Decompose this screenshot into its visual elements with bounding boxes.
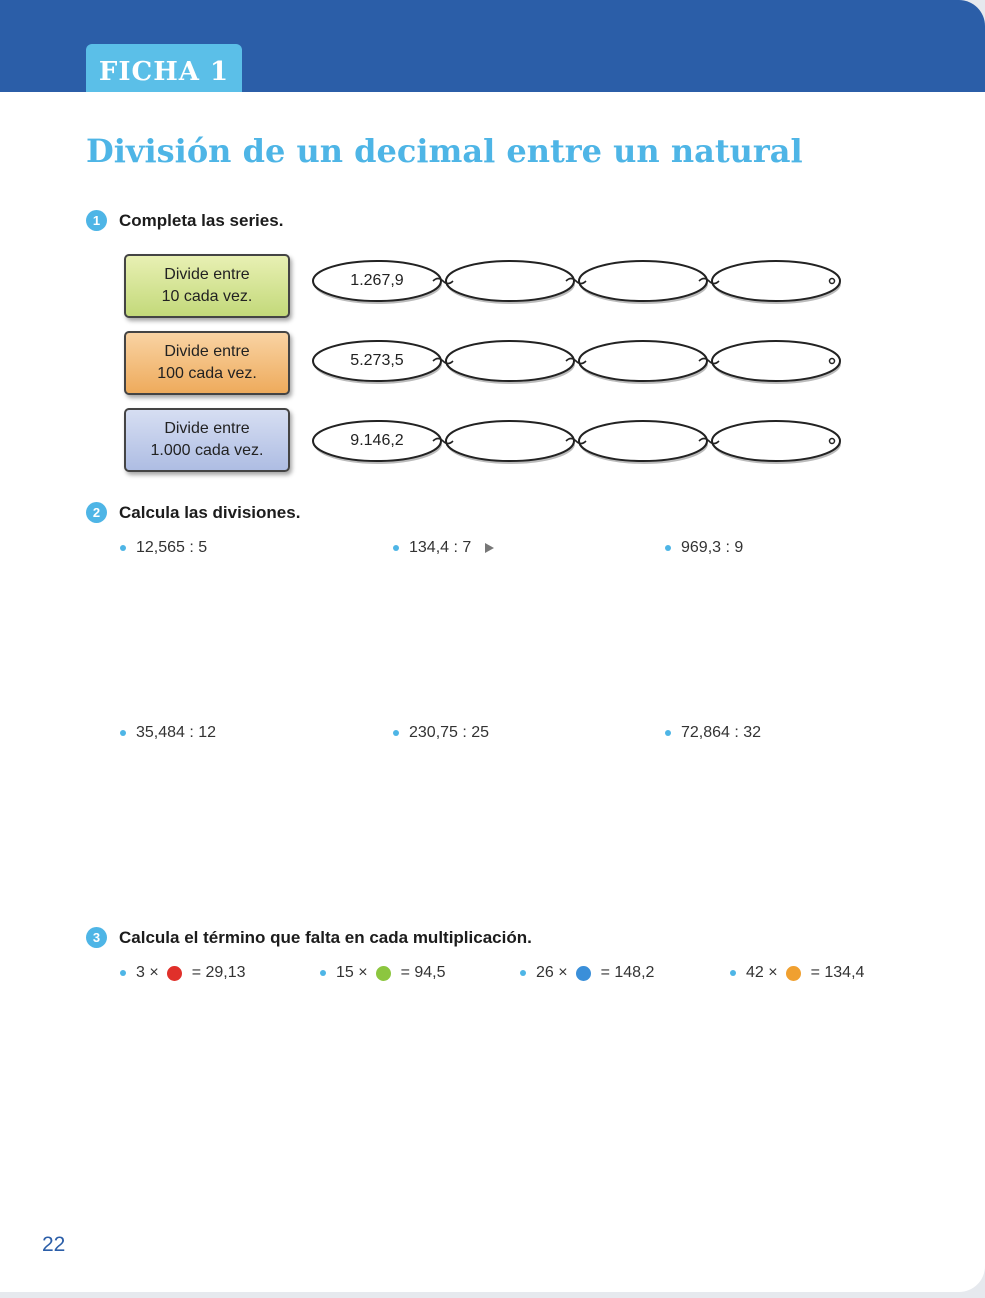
multiplication-item bbox=[120, 964, 246, 982]
division-item bbox=[120, 539, 207, 557]
answer-oval[interactable] bbox=[446, 341, 574, 381]
division-text: 72,864 : 32 bbox=[681, 724, 762, 741]
rule-box-1000 bbox=[124, 408, 290, 472]
exercise-number-badge: 2 bbox=[86, 502, 107, 523]
bullet-icon bbox=[730, 970, 736, 976]
answer-oval[interactable] bbox=[579, 341, 707, 381]
factor-text: 15 × bbox=[336, 964, 368, 981]
green-dot-icon bbox=[376, 966, 391, 981]
bullet-icon bbox=[520, 970, 526, 976]
bullet-icon bbox=[665, 545, 671, 551]
rule-box-100 bbox=[124, 331, 290, 395]
exercise-number-badge: 3 bbox=[86, 927, 107, 948]
rule-line-2: 10 cada vez. bbox=[161, 288, 253, 305]
orange-dot-icon bbox=[786, 966, 801, 981]
rule-line-1: Divide entre bbox=[164, 343, 250, 360]
bullet-icon bbox=[393, 545, 399, 551]
multiplication-item bbox=[520, 964, 654, 982]
answer-oval[interactable] bbox=[446, 261, 574, 301]
result-text: = 94,5 bbox=[400, 964, 446, 981]
series-start-value: 9.146,2 bbox=[350, 432, 404, 449]
bullet-icon bbox=[320, 970, 326, 976]
division-item bbox=[665, 724, 761, 742]
ficha-tab: FICHA 1 bbox=[86, 44, 242, 92]
result-text: = 148,2 bbox=[600, 964, 655, 981]
exercise-1-heading bbox=[86, 210, 283, 231]
bullet-icon bbox=[120, 970, 126, 976]
play-arrow-icon[interactable] bbox=[485, 543, 494, 553]
exercise-instruction: Calcula las divisiones. bbox=[119, 502, 301, 522]
division-text: 230,75 : 25 bbox=[409, 724, 490, 741]
series-start-value: 5.273,5 bbox=[350, 352, 404, 369]
page-title: División de un decimal entre un natural bbox=[86, 132, 803, 170]
bullet-icon bbox=[120, 545, 126, 551]
division-item bbox=[393, 724, 489, 742]
exercise-number-badge: 1 bbox=[86, 210, 107, 231]
rule-line-2: 100 cada vez. bbox=[157, 365, 257, 382]
division-text: 35,484 : 12 bbox=[136, 724, 217, 741]
red-dot-icon bbox=[167, 966, 182, 981]
answer-oval[interactable] bbox=[579, 421, 707, 461]
exercise-2-heading bbox=[86, 502, 300, 523]
answer-oval[interactable] bbox=[712, 261, 840, 301]
answer-oval[interactable] bbox=[446, 421, 574, 461]
rule-line-1: Divide entre bbox=[164, 420, 250, 437]
factor-text: 26 × bbox=[536, 964, 568, 981]
bullet-icon bbox=[665, 730, 671, 736]
answer-oval[interactable] bbox=[579, 261, 707, 301]
division-item bbox=[665, 539, 743, 557]
division-text: 12,565 : 5 bbox=[136, 539, 208, 556]
rule-line-1: Divide entre bbox=[164, 266, 250, 283]
exercise-3-heading bbox=[86, 927, 532, 948]
answer-oval[interactable] bbox=[712, 341, 840, 381]
division-item bbox=[120, 724, 216, 742]
result-text: = 134,4 bbox=[810, 964, 865, 981]
answer-oval[interactable] bbox=[712, 421, 840, 461]
exercise-instruction: Completa las series. bbox=[119, 210, 284, 230]
page-number: 22 bbox=[42, 1233, 66, 1256]
rule-box-10 bbox=[124, 254, 290, 318]
blue-dot-icon bbox=[576, 966, 591, 981]
multiplication-item bbox=[730, 964, 864, 982]
factor-text: 42 × bbox=[746, 964, 778, 981]
division-item bbox=[393, 539, 494, 557]
result-text: = 29,13 bbox=[191, 964, 246, 981]
bullet-icon bbox=[393, 730, 399, 736]
multiplication-item bbox=[320, 964, 446, 982]
rule-line-2: 1.000 cada vez. bbox=[150, 442, 264, 459]
exercise-instruction: Calcula el término que falta en cada multiplicación. bbox=[119, 927, 532, 947]
bullet-icon bbox=[120, 730, 126, 736]
division-text: 134,4 : 7 bbox=[409, 539, 472, 556]
factor-text: 3 × bbox=[136, 964, 159, 981]
division-text: 969,3 : 9 bbox=[681, 539, 744, 556]
series-start-value: 1.267,9 bbox=[350, 272, 404, 289]
